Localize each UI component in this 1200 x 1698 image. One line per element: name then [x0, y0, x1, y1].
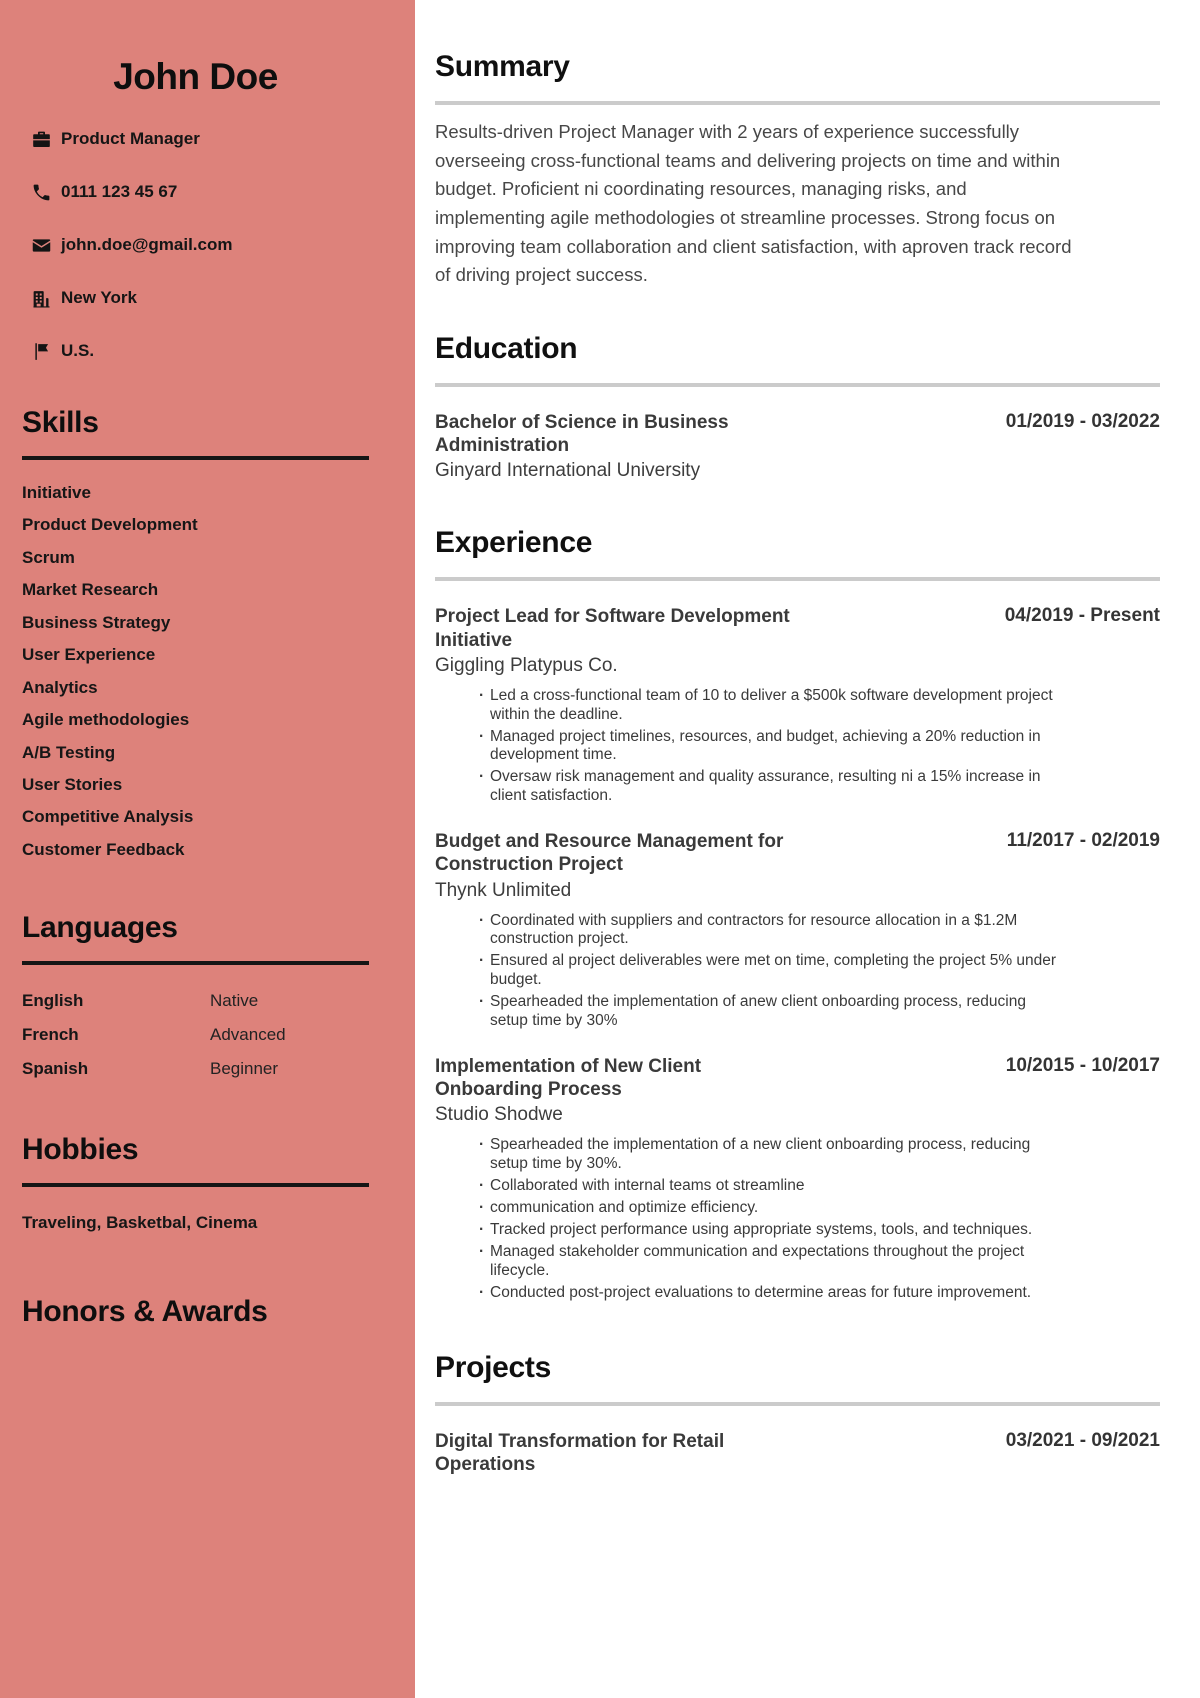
- skill-item: Analytics: [22, 677, 98, 697]
- role-title: Budget and Resource Management for Construction Project: [435, 831, 784, 876]
- bullet-list: [435, 912, 1098, 1031]
- divider: [435, 577, 1160, 581]
- languages-section: [22, 911, 369, 1079]
- entry-dates: 11/2017 - 02/2019: [1006, 830, 1160, 852]
- contact-item-email: [30, 234, 369, 256]
- entry-dates: 01/2019 - 03/2022: [1005, 411, 1160, 433]
- contact-label: john.doe@gmail.com: [61, 235, 233, 254]
- skills-title: Skills: [22, 406, 99, 439]
- bullet-list: [435, 1136, 1098, 1302]
- contact-label: 0111 123 45 67: [61, 182, 178, 201]
- experience-entry: [435, 830, 1160, 1031]
- education-title: Education: [435, 332, 578, 366]
- divider: [22, 1183, 369, 1187]
- divider: [22, 456, 369, 460]
- language-level: Advanced: [210, 1025, 286, 1045]
- skill-item: Product Development: [22, 515, 198, 535]
- divider: [435, 1402, 1160, 1406]
- projects-section: [435, 1351, 1160, 1476]
- flag-icon: [30, 340, 52, 362]
- project-entry: [435, 1430, 1160, 1476]
- skill-item: User Stories: [22, 774, 123, 794]
- bullet-item: · Tracked project performance using appropriate systems, tools, and techniques.: [478, 1221, 1065, 1240]
- contact-item-phone: [30, 181, 369, 203]
- projects-title: Projects: [435, 1350, 551, 1384]
- company-name: Giggling Platypus Co.: [435, 654, 618, 676]
- divider: [435, 383, 1160, 387]
- skills-list: [22, 482, 369, 861]
- hobbies-text: Traveling, Basketbal, Cinema: [22, 1213, 258, 1233]
- bullet-item: · Coordinated with suppliers and contractors for resource allocation in a $1.2M construction project.: [478, 912, 1065, 950]
- honors-title: Honors & Awards: [22, 1295, 268, 1329]
- entry-head: [435, 411, 1160, 457]
- languages-list: [22, 991, 369, 1079]
- main-content: [415, 0, 1200, 1698]
- skill-item: Agile methodologies: [22, 710, 190, 730]
- experience-entry: [435, 605, 1160, 806]
- skill-item: Scrum: [22, 547, 75, 567]
- summary-section: [435, 50, 1160, 290]
- contact-item-city: [30, 287, 369, 309]
- contact-label: Product Manager: [61, 129, 200, 148]
- skill-item: Market Research: [22, 580, 159, 600]
- bullet-item: · Spearheaded the implementation of a new client onboarding process, reducing setup time by 30%.: [478, 1136, 1065, 1174]
- briefcase-icon: [30, 128, 52, 150]
- summary-title: Summary: [435, 50, 570, 83]
- bullet-item: · Led a cross-functional team of 10 to deliver a $500k software development project within the deadline.: [478, 687, 1065, 725]
- entry-head: [435, 605, 1160, 651]
- bullet-item: · Collaborated with internal teams ot streamline: [478, 1177, 1065, 1196]
- honors-section: [22, 1295, 369, 1329]
- entry-head: [435, 830, 1160, 876]
- school-name: Ginyard International University: [435, 460, 701, 482]
- entry-head: [435, 1430, 1160, 1476]
- building-icon: [30, 287, 52, 309]
- hobbies-section: [22, 1133, 369, 1233]
- experience-section: [435, 526, 1160, 1302]
- bullet-item: · Managed project timelines, resources, and budget, achieving a 20% reduction in development time.: [478, 728, 1065, 766]
- role-title: Implementation of New Client Onboarding Process: [435, 1055, 702, 1101]
- education-section: [435, 332, 1160, 482]
- company-name: Studio Shodwe: [435, 1104, 563, 1126]
- experience-title: Experience: [435, 526, 593, 560]
- bullet-list: [435, 687, 1098, 806]
- entry-dates: 03/2021 - 09/2021: [1005, 1429, 1160, 1451]
- skill-item: Business Strategy: [22, 612, 171, 632]
- bullet-item: · Ensured al project deliverables were met on time, completing the project 5% under budget.: [478, 952, 1065, 990]
- language-level: Native: [210, 991, 259, 1011]
- sidebar: [0, 0, 415, 1698]
- skill-item: Customer Feedback: [22, 839, 185, 859]
- phone-icon: [30, 181, 52, 203]
- bullet-item: · Oversaw risk management and quality assurance, resulting ni a 15% increase in client satisfaction.: [478, 768, 1065, 806]
- entry-dates: 04/2019 - Present: [1004, 605, 1160, 627]
- bullet-item: · Conducted post-project evaluations to determine areas for future improvement.: [478, 1284, 1065, 1303]
- summary-text: Results-driven Project Manager with 2 years of experience successfully overseeing cross-functional teams and delivering projects on time and within budget. Proficient ni coordinating resources, managing risks, and implementing agile methodologies ot streamline processes. Strong focus on improving team collaboration and client satisfaction, with aproven track record of driving project success.: [435, 121, 1072, 286]
- role-title: Project Lead for Software Development Initiative: [435, 606, 790, 651]
- divider: [435, 101, 1160, 105]
- language-name: French: [22, 1025, 79, 1045]
- envelope-icon: [30, 234, 52, 256]
- experience-entry: [435, 1055, 1160, 1303]
- skill-item: User Experience: [22, 645, 156, 665]
- education-entry: [435, 411, 1160, 482]
- skills-section: [22, 406, 369, 861]
- skill-item: Competitive Analysis: [22, 807, 194, 827]
- languages-title: Languages: [22, 911, 178, 945]
- person-name: John Doe: [113, 56, 278, 97]
- language-level: Beginner: [210, 1059, 279, 1079]
- contact-label: New York: [61, 288, 137, 307]
- language-name: English: [22, 991, 84, 1011]
- contact-item-country: [30, 340, 369, 362]
- bullet-item: · communication and optimize efficiency.: [478, 1199, 1065, 1218]
- contact-label: U.S.: [61, 341, 95, 360]
- contact-item-job-title: [30, 128, 369, 150]
- language-name: Spanish: [22, 1059, 89, 1079]
- skill-item: A/B Testing: [22, 742, 116, 762]
- project-title: Digital Transformation for Retail Operations: [435, 1430, 725, 1475]
- entry-dates: 10/2015 - 10/2017: [1005, 1054, 1160, 1076]
- bullet-item: · Managed stakeholder communication and expectations throughout the project lifecycle.: [478, 1243, 1065, 1281]
- company-name: Thynk Unlimited: [435, 879, 572, 901]
- bullet-item: · Spearheaded the implementation of anew client onboarding process, reducing setup time by 30%: [478, 993, 1065, 1031]
- degree-title: Bachelor of Science in Business Administration: [435, 412, 729, 457]
- entry-head: [435, 1055, 1160, 1101]
- divider: [22, 961, 369, 965]
- contact-list: [30, 128, 369, 362]
- hobbies-title: Hobbies: [22, 1133, 139, 1167]
- skill-item: Initiative: [22, 483, 91, 502]
